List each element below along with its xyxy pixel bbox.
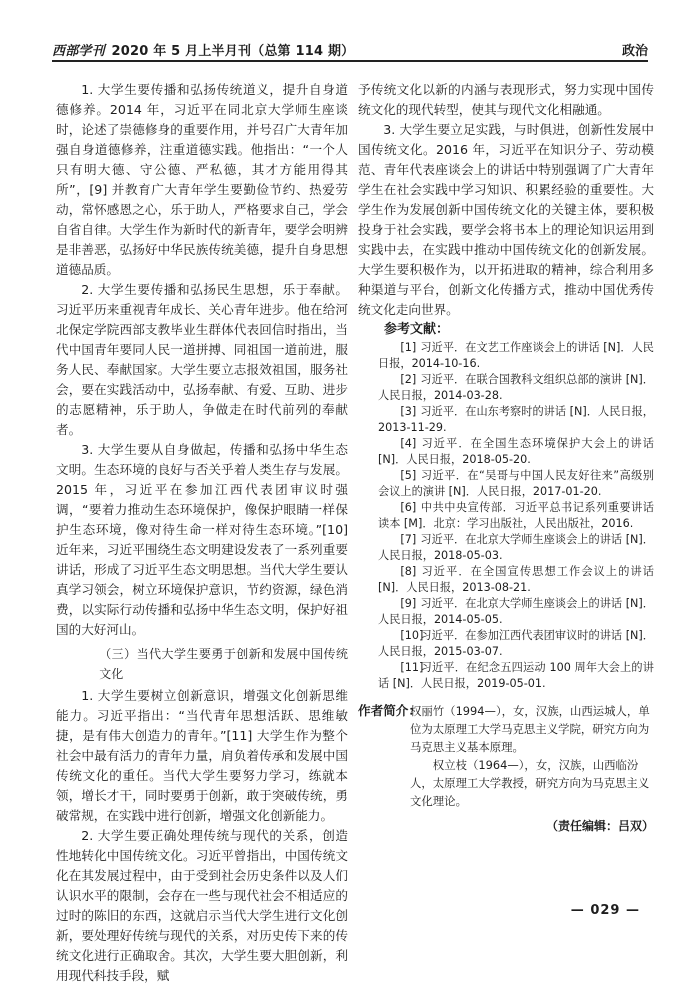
journal-logo: 西部学刊 [52, 44, 105, 59]
right-column [358, 80, 654, 836]
reference-item: [11]习近平．在纪念五四运动 100 周年大会上的讲话 [N]．人民日报，2019-05-01. [378, 661, 654, 690]
left-column [56, 80, 348, 986]
reference-list [358, 340, 654, 692]
body-paragraph: 1. 大学生要传播和弘扬传统道义，提升自身道德修养。2014 年，习近平在同北京大学师生座谈时，论述了崇德修身的重要作用，并号召广大青年加强自身道德修养，注重道德实践。他指出：“一个人只有明大德、守公德、严私德，其才方能用得其所”，[9] 并教育广大青年学生要勤俭节约、热爱劳动，常怀感恩之心，乐于助人，严格要求自己，学会自省自律。大学生作为新时代的新青年，要学会明辨是非善恶，弘扬好中华民族传统美德，提升自身思想道德品质。 [56, 82, 348, 277]
reference-item: [9] 习近平．在北京大学师生座谈会上的讲话 [N]．人民日报，2014-05-05. [378, 597, 654, 626]
author-intro [358, 702, 654, 810]
body-paragraph: 3. 大学生要从自身做起，传播和弘扬中华生态文明。生态环境的良好与否关乎着人类生存与发展。2015 年，习近平在参加江西代表团审议时强调，“要着力推动生态环境保护，像保护眼睛一样保护生态环境，像对待生命一样对待生态环境。”[10] 近年来，习近平围绕生态文明建设发表了一系列重要讲话，形成了习近平生态文明思想。当代大学生要认真学习领会，树立环境保护意识，节约资源，绿色消费，以实际行动传播和弘扬中华生态文明，保护好祖国的大好河山。 [56, 442, 348, 637]
author-intro-first [358, 702, 654, 756]
reference-item: [3] 习近平．在山东考察时的讲话 [N]．人民日报，2013-11-29. [378, 405, 654, 434]
reference-item: [4] 习近平．在全国生态环境保护大会上的讲话 [N]．人民日报，2018-05-20. [378, 437, 654, 466]
section-name: 政治 [621, 44, 648, 59]
body-paragraph: 2. 大学生要传播和弘扬民生思想，乐于奉献。习近平历来重视青年成长、关心青年进步。他在给河北保定学院西部支教毕业生群体代表回信时指出，当代中国青年要同人民一道拼搏、同祖国一道前进，服务人民、奉献国家。大学生要立志报效祖国，服务社会，要在实践活动中，弘扬奉献、有爱、互助、进步的志愿精神，乐于助人，争做走在时代前列的奉献者。 [56, 282, 348, 437]
body-paragraph: 1. 大学生要树立创新意识，增强文化创新思维能力。习近平指出：“当代青年思想活跃、思维敏捷，是有伟大创造力的青年。”[11] 大学生作为整个社会中最有活力的青年力量，肩负着传承和发展中国传统文化的重任。当代大学生要努力学习，练就本领，增长才干，同时要勇于创新，敢于突破传统，勇破常规，在实践中进行创新，增强文化创新能力。 [56, 688, 348, 823]
body-paragraph: 3. 大学生要立足实践，与时俱进，创新性发展中国传统文化。2016 年，习近平在知识分子、劳动模范、青年代表座谈会上的讲话中特别强调了广大青年学生在社会实践中学习知识、积累经验的重要性。大学生作为发展创新中国传统文化的关键主体，要积极投身于社会实践，要学会将书本上的理论知识运用到实践中去，在实践中推动中国传统文化的创新发展。大学生要积极作为，以开拓进取的精神，综合利用多种渠道与平台，创新文化传播方式，推动中国优秀传统文化走向世界。 [358, 122, 654, 317]
journal-header [52, 40, 354, 59]
references-title: 参考文献： [384, 322, 450, 337]
author-intro-first-text: 权丽竹（1994—），女，汉族，山西运城人，单位为太原理工大学马克思主义学院，研究方向为马克思主义基本原理。 [410, 704, 650, 754]
reference-item: [6] 中共中央宣传部．习近平总书记系列重要讲话读本 [M]．北京：学习出版社，人民出版社，2016. [378, 501, 654, 530]
issue-info: 2020 年 5 月上半月刊（总第 114 期） [111, 44, 355, 59]
reference-item: [5] 习近平．在“吴哥与中国人民友好往来”高级别会议上的演讲 [N]．人民日报，2017-01-20. [378, 469, 654, 498]
reference-item: [8] 习近平．在全国宣传思想工作会议上的讲话 [N]．人民日报，2013-08-21. [378, 565, 654, 594]
section-subheading: （三）当代大学生要勇于创新和发展中国传统文化 [99, 647, 348, 681]
reference-item: [10]习近平．在参加江西代表团审议时的讲话 [N]．人民日报，2015-03-07. [378, 629, 654, 658]
reference-item: [2] 习近平．在联合国教科文组织总部的演讲 [N]．人民日报，2014-03-28. [378, 373, 654, 402]
header-rule [52, 60, 648, 62]
reference-item: [7] 习近平．在北京大学师生座谈会上的讲话 [N]．人民日报，2018-05-03. [378, 533, 654, 562]
reference-item: [1] 习近平．在文艺工作座谈会上的讲话 [N]．人民日报，2014-10-16. [378, 341, 654, 370]
body-paragraph: 予传统文化以新的内涵与表现形式，努力实现中国传统文化的现代转型，使其与现代文化相融通。 [358, 82, 654, 117]
body-paragraph: 2. 大学生要正确处理传统与现代的关系，创造性地转化中国传统文化。习近平曾指出，中国传统文化在其发展过程中，由于受到社会历史条件以及人们认识水平的限制，会存在一些与现代社会不相适应的过时的陈旧的东西，这就启示当代大学生进行文化创新，要处理好传统与现代的关系，对历史传下来的传统文化进行正确取舍。其次，大学生要大胆创新，利用现代科技手段，赋 [56, 828, 348, 983]
author-intro-second: 权立枝（1964—），女，汉族，山西临汾人，太原理工大学教授，研究方向为马克思主义文化理论。 [410, 758, 650, 808]
author-intro-label: 作者简介： [358, 703, 421, 718]
responsible-editor: （责任编辑：吕双） [545, 819, 654, 833]
page-number: — 029 — [570, 903, 640, 918]
